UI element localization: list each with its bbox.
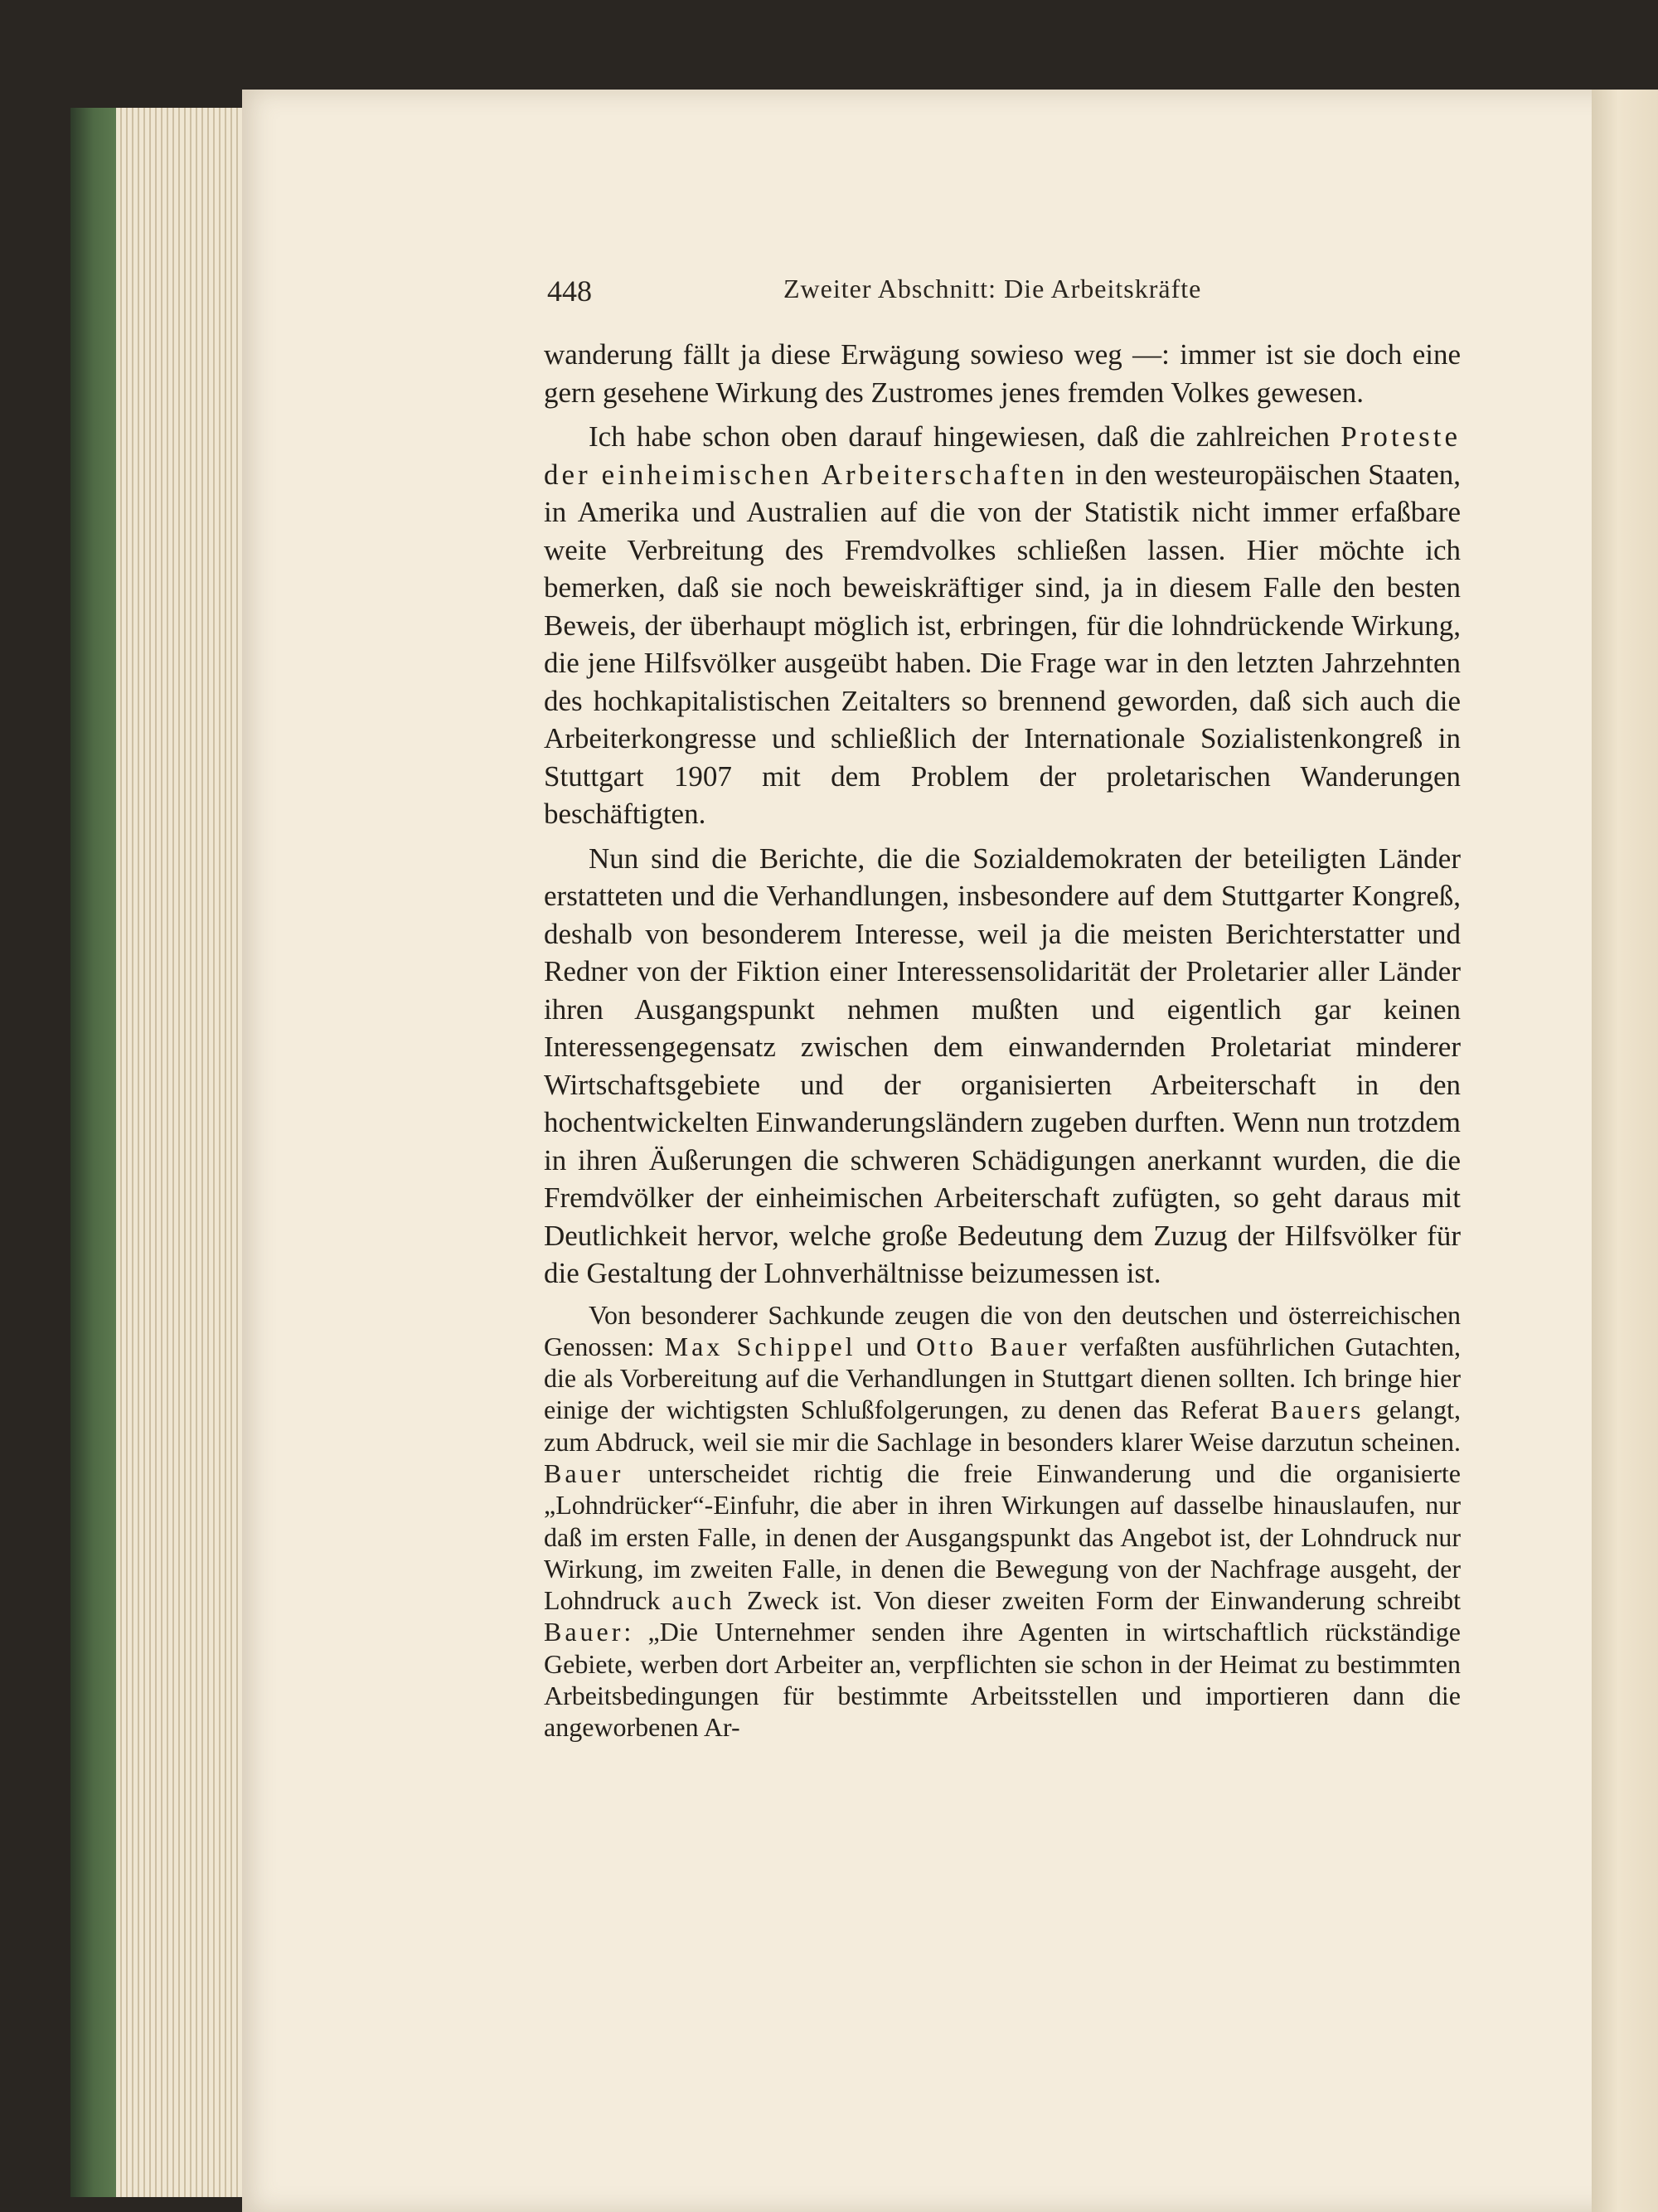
emphasis-auch: auch [671, 1585, 735, 1616]
next-page-edge [1592, 90, 1658, 2212]
paragraph-1: wanderung fällt ja diese Erwägung sowieso weg —: immer ist sie doch eine gern gesehene Wirkung des Zustromes jenes fremden Volkes gewesen. [544, 338, 1461, 409]
paragraph-3: Nun sind die Berichte, die die Sozialdemokraten der beteiligten Länder erstatteten und die Verhandlungen, insbesondere auf dem Stuttgarter Kongreß, deshalb von besonderem Interesse, weil ja die meisten Berichterstatter und Redner von der Fiktion einer Interessensolidarität der Proletarier aller Länder ihren Ausgangspunkt nehmen mußten und eigentlich gar keinen Interessengegensatz zwischen dem einwandernden Proletariat minderer Wirtschaftsgebiete und der organisierten Arbeiterschaft in den hochentwickelten Einwanderungsländern zugeben durften. Wenn nun trotzdem in ihren Äußerungen die schweren Schädigungen anerkannt wurden, die die Fremdvölker der einheimischen Arbeiterschaft zufügten, so geht daraus mit Deutlichkeit hervor, welche große Bedeutung dem Zuzug der Hilfsvölker für die Gestaltung der Lohnverhältnisse beizumessen ist. [544, 842, 1461, 1289]
name-max-schippel: Max Schippel [664, 1331, 856, 1361]
chapter-title: Zweiter Abschnitt: Die Arbeitskräfte [783, 274, 1202, 303]
page-edges [116, 108, 249, 2197]
emphasis-proteste: Proteste der einheimischen Arbeiterschaften [544, 420, 1461, 491]
name-otto-bauer: Otto Bauer [916, 1331, 1070, 1361]
page-number: 448 [547, 274, 592, 308]
paragraph-4-text-i: unterscheidet richtig die freie Einwanderung und die organisierte „Lohndrücker“-Einfuhr, die aber in ihren Wirkungen auf dasselbe hinauslaufen, nur daß im ersten Falle, in denen der Ausgangspunkt das Angebot ist, der Lohndruck nur Wirkung, im zweiten Falle, in denen die Bewegung von der Nachfrage ausgeht, der Lohndruck [544, 1458, 1461, 1616]
body-text [544, 336, 1461, 1744]
running-head [547, 274, 1476, 315]
paragraph-2-text-c: in den westeuropäischen Staaten, in Amerika und Australien auf die von der Statistik nicht immer erfaßbare weite Verbreitung des Fremdvolkes schließen lassen. Hier möchte ich bemerken, daß sie noch beweiskräftiger sind, ja in diesem Falle den besten Beweis, der überhaupt möglich ist, erbringen, für die lohndrückende Wirkung, die jene Hilfsvölker ausgeübt haben. Die Frage war in den letzten Jahrzehnten des hochkapitalistischen Zeitalters so brennend geworden, daß sich auch die Arbeiterkongresse und schließlich der Internationale Sozialistenkongreß in Stuttgart 1907 mit dem Problem der proletarischen Wanderungen beschäftigten. [544, 458, 1462, 830]
paragraph-2 [544, 418, 1461, 833]
paragraph-4-text-e: verfaßten ausführlichen Gutachten, die als Vorbereitung auf die Verhandlungen in Stuttgart dienen sollten. Ich bringe hier einige der wichtigsten Schlußfolgerungen, zu denen das Referat [544, 1331, 1462, 1425]
name-bauer-2: Bauer [544, 1617, 624, 1647]
paragraph-4-text-k: Zweck ist. Von dieser zweiten Form der Einwanderung schreibt [734, 1585, 1462, 1616]
paragraph-4 [544, 1299, 1461, 1744]
paragraph-4-text-g: gelangt, zum Abdruck, weil sie mir die Sachlage in besonders klarer Weise darzutun scheinen. [544, 1395, 1462, 1457]
name-bauer-1: Bauer [544, 1458, 624, 1488]
paragraph-4-text-a: Von besonderer Sachkunde zeugen die von den deutschen und österreichischen Genossen: [544, 1299, 1461, 1361]
paragraph-4-text-m: : „Die Unternehmer senden ihre Agenten in wirtschaftlich rückständige Gebiete, werben dort Arbeiter an, verpflichten sie schon in der Heimat zu bestimmten Arbeitsbedingungen für bestimmte Arbeitsstellen und importieren dann die angeworbenen Ar- [544, 1617, 1461, 1743]
name-bauers: Bauers [1270, 1395, 1365, 1425]
paragraph-2-text-a: Ich habe schon oben darauf hingewiesen, daß die zahlreichen [589, 420, 1341, 453]
paragraph-4-text-c: und [856, 1331, 917, 1361]
